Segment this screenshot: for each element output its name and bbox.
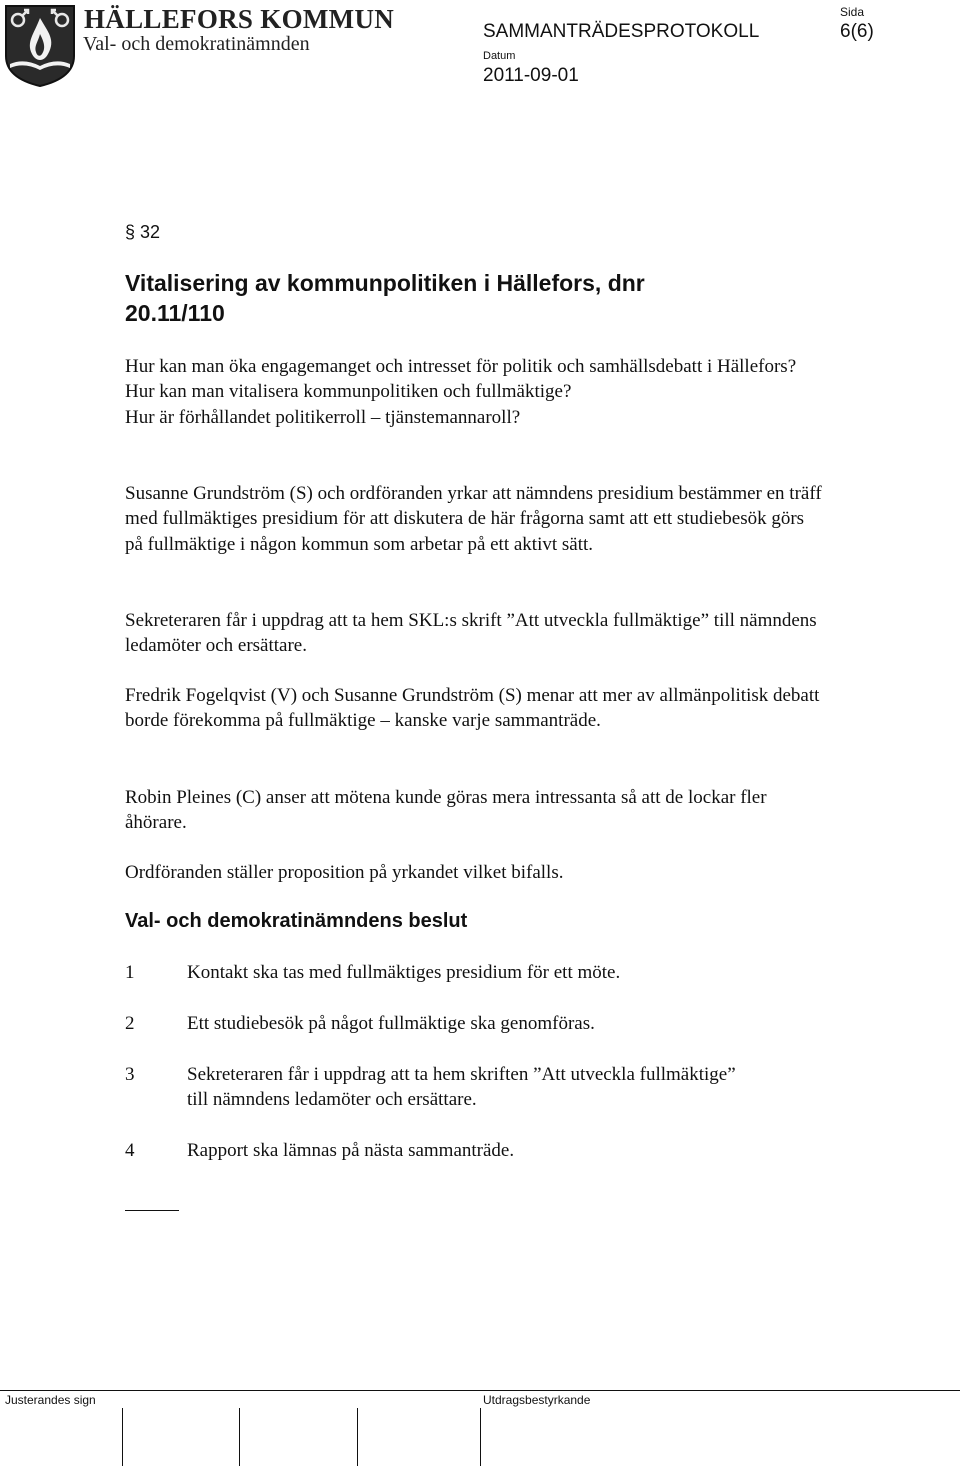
question: Hur är förhållandet politikerroll – tjänstemannaroll? <box>125 406 521 428</box>
hallefors-coat-of-arms-icon <box>4 4 76 88</box>
decision-item-text: Kontakt ska tas med fullmäktiges presidium för ett möte. <box>187 962 621 983</box>
date-value: 2011-09-01 <box>483 65 579 86</box>
date-label: Datum <box>483 50 516 62</box>
document-type: SAMMANTRÄDESPROTOKOLL <box>483 21 760 42</box>
certification-label: Utdragsbestyrkande <box>483 1393 591 1407</box>
signature-box-divider <box>122 1408 123 1466</box>
paragraph-debate-opinion: Fredrik Fogelqvist (V) och Susanne Grundström (S) menar att mer av allmänpolitisk debatt borde förekomma på fullmäktige – kanske varje sammanträde. <box>125 685 820 732</box>
signature-box-divider <box>480 1408 481 1466</box>
decision-item-number: 4 <box>125 1140 135 1161</box>
page-number: 6(6) <box>840 21 874 42</box>
decision-heading: Val- och demokratinämndens beslut <box>125 910 468 932</box>
signature-label: Justerandes sign <box>5 1393 96 1407</box>
footer-divider <box>0 1390 960 1391</box>
section-number-value: 32 <box>140 222 161 242</box>
signature-box-divider <box>239 1408 240 1466</box>
questions-block <box>125 354 825 430</box>
decision-item-number: 3 <box>125 1064 135 1085</box>
section-number <box>125 222 160 243</box>
decision-item-number: 1 <box>125 962 135 983</box>
decision-item-text: Sekreteraren får i uppdrag att ta hem skriften ”Att utveckla fullmäktige” till nämndens ledamöter och ersättare. <box>187 1064 736 1111</box>
committee-name: Val- och demokratinämnden <box>83 33 310 55</box>
page-label: Sida <box>840 5 865 19</box>
paragraph-meeting-opinion: Robin Pleines (C) anser att mötena kunde göras mera intressanta så att de lockar fler åhörare. <box>125 787 767 834</box>
end-divider <box>125 1210 179 1211</box>
paragraph-motion: Susanne Grundström (S) och ordföranden yrkar att nämndens presidium bestämmer en träff med fullmäktiges presidium för att diskutera de här frågorna samt att ett studiebesök görs på fullmäktige i någon kommun som arbetar på ett aktivt sätt. <box>125 483 822 555</box>
decision-item-text: Rapport ska lämnas på nästa sammanträde. <box>187 1140 515 1161</box>
signature-box-divider <box>357 1408 358 1466</box>
section-sign: § <box>125 222 136 242</box>
question: Hur kan man vitalisera kommunpolitiken och fullmäktige? <box>125 381 572 403</box>
decision-item-text: Ett studiebesök på något fullmäktige ska genomföras. <box>187 1013 595 1034</box>
paragraph-secretary-task: Sekreteraren får i uppdrag att ta hem SKL:s skrift ”Att utveckla fullmäktige” till nämndens ledamöter och ersättare. <box>125 610 817 657</box>
paragraph-proposition: Ordföranden ställer proposition på yrkandet vilket bifalls. <box>125 862 564 883</box>
section-title: Vitalisering av kommunpolitiken i Hällefors, dnr 20.11/110 <box>125 270 645 326</box>
decision-item-number: 2 <box>125 1013 135 1034</box>
organization-name: HÄLLEFORS KOMMUN <box>84 4 395 34</box>
question: Hur kan man öka engagemanget och intresset för politik och samhällsdebatt i Hällefors? <box>125 356 797 377</box>
